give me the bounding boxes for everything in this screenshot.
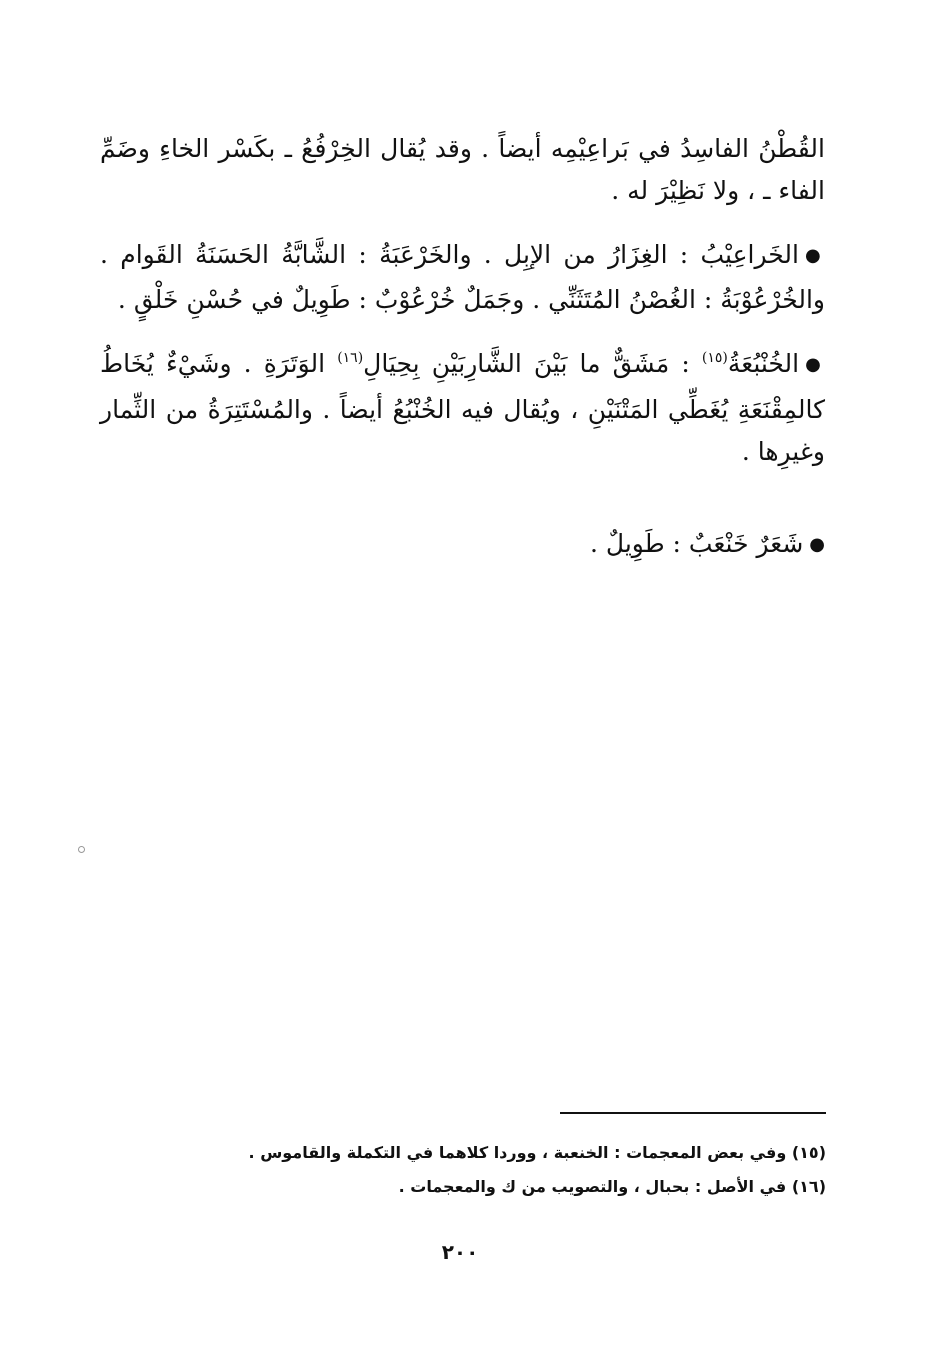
paragraph-text: القُطْنُ الفاسِدُ في بَراعِيْمِه أيضاً . وقد يُقال الخِرْفُعُ ـ بكَسْر الخاءِ وضَمِّ الفاء ـ ، ولا نَظِيْرَ له . xyxy=(100,134,825,205)
page-number: ٢٠٠ xyxy=(441,1240,479,1264)
paragraph-4 xyxy=(100,523,825,568)
scan-speck xyxy=(78,846,85,853)
paragraph-1 xyxy=(100,128,825,212)
footnotes xyxy=(248,1136,826,1204)
bullet-icon: ● xyxy=(809,534,825,555)
body-text xyxy=(100,128,825,590)
footnote-16: (١٦) في الأصل : بحبال ، والتصويب من ك والمعجمات . xyxy=(398,1177,826,1196)
footnote-ref-16[interactable]: (١٦) xyxy=(337,350,364,366)
footnote-15: (١٥) وفي بعض المعجمات : الخنعبة ، ووردا كلاهما في التكملة والقاموس . xyxy=(248,1143,826,1162)
footnote-ref-15[interactable]: (١٥) xyxy=(701,350,728,366)
paragraph-text: الخَراعِيْبُ : الغِزَارُ من الإبِل . والخَرْعَبَةُ : الشَّابَّةُ الحَسَنَةُ القَوام . والخُرْعُوْبَةُ : الغُصْنُ المُتَثَنِّي . وجَمَلٌ خُرْعُوْبٌ : طَوِيلٌ في حُسْنِ خَلْقٍ . xyxy=(100,240,825,314)
paragraph-text-tail: الوَتَرَةِ . وشَيْءٌ يُخَاطُ كالمِقْنَعَةِ يُغَطِّي المَتْنَيْنِ ، ويُقال فيه الخُنْبُعُ أيضاً . والمُسْتَتِرَةُ من الثِّمار وغيرِها . xyxy=(100,349,825,466)
paragraph-text: شَعَرٌ خَنْعَبٌ : طَوِيلٌ . xyxy=(590,529,804,558)
bullet-icon: ● xyxy=(805,354,825,375)
entry-head: الخُنْبُعَةُ xyxy=(727,349,800,378)
paragraph-3 xyxy=(100,343,825,473)
paragraph-2 xyxy=(100,234,825,321)
footnote-separator xyxy=(560,1112,826,1114)
bullet-icon: ● xyxy=(804,245,825,266)
paragraph-text-mid: : مَشَقٌّ ما بَيْنَ الشَّارِبَيْنِ بِحِيَالِ xyxy=(363,349,702,378)
